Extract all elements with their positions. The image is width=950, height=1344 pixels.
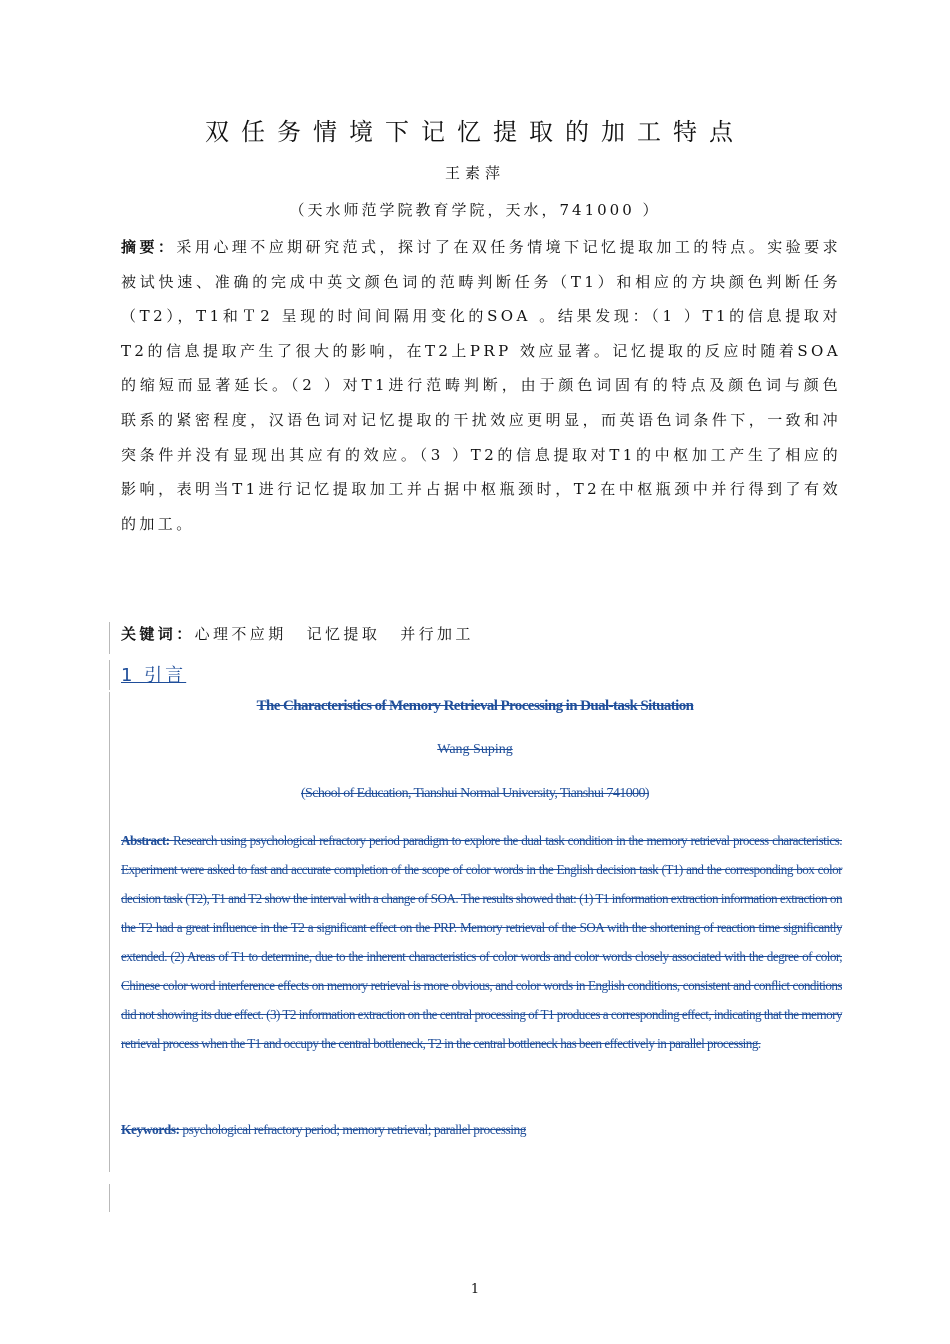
chinese-abstract bbox=[121, 230, 841, 541]
revision-change-bar bbox=[109, 660, 110, 690]
revision-change-bar bbox=[109, 692, 110, 1172]
revision-change-bar bbox=[109, 1184, 110, 1212]
english-keywords-deleted bbox=[121, 1122, 526, 1138]
paper-title: 双任务情境下记忆提取的加工特点 bbox=[205, 118, 745, 146]
english-title-deleted: The Characteristics of Memory Retrieval Processing in Dual-task Situation bbox=[256, 698, 694, 714]
english-abstract-deleted bbox=[121, 826, 842, 1058]
page-number: 1 bbox=[470, 1282, 480, 1297]
author-affiliation: （天水师范学院教育学院，天水，741000 ） bbox=[289, 201, 661, 219]
english-author-deleted: Wang Suping bbox=[437, 742, 513, 757]
english-keywords-label: Keywords: bbox=[121, 1122, 180, 1137]
english-keywords-text: psychological refractory period; memory retrieval; parallel processing bbox=[179, 1122, 526, 1137]
abstract-text: 采用心理不应期研究范式，探讨了在双任务情境下记忆提取加工的特点。实验要求被试快速、准确的完成中英文颜色词的范畴判断任务（T1）和相应的方块颜色判断任务（T2），T1和Ｔ2 呈现的时间间隔用变化的SOA 。结果发现：（1 ）T1的信息提取对T2的信息提取产生了很大的影响，在T2上PRP 效应显著。记忆提取的反应时随着SOA 的缩短而显著延长。（2 ）对T1进行范畴判断，由于颜色词固有的特点及颜色词与颜色联系的紧密程度，汉语色词对记忆提取的干扰效应更明显，而英语色词条件下，一致和冲突条件并没有显现出其应有的效应。（3 ）T2的信息提取对T1的中枢加工产生了相应的影响，表明当T1进行记忆提取加工并占据中枢瓶颈时，T2在中枢瓶颈中并行得到了有效的加工。 bbox=[121, 238, 841, 533]
keyword-item: 并行加工 bbox=[400, 625, 474, 643]
author-name: 王素萍 bbox=[444, 164, 505, 182]
english-abstract-text: Research using psychological refractory period paradigm to explore the dual task condition in the memory retrieval process characteristics. Experiment were asked to fast and accurate completion of the scope of color words in the English decision task (T1) and the corresponding box color decision task (T2), T1 and T2 show the interval with a change of SOA. The results showed that: (1) T1 information extraction information extraction on the T2 had a great influence in the T2 a significant effect on the PRP. Memory retrieval of the SOA with the shortening of reaction time significantly extended. (2) Areas of T1 to determine, due to the inherent characteristics of color words and color words closely associated with the degree of color, Chinese color word interference effects on memory retrieval is more obvious, and color words in English conditions, consistent and conflict conditions did not showing its due effect. (3) T2 information extraction on the central processing of T1 produces a corresponding effect, indicating that the memory retrieval process when the T1 and occupy the central bottleneck, T2 in the central bottleneck has been effectively in parallel processing. bbox=[121, 833, 842, 1051]
keyword-item: 心理不应期 bbox=[194, 625, 287, 643]
revision-change-bar bbox=[109, 622, 110, 654]
keywords-label: 关键词： bbox=[121, 625, 195, 643]
keyword-item: 记忆提取 bbox=[306, 625, 381, 643]
english-abstract-label: Abstract: bbox=[121, 833, 170, 848]
section-heading: 1 引言 bbox=[121, 665, 187, 686]
chinese-keywords bbox=[121, 623, 494, 644]
abstract-label: 摘要： bbox=[121, 238, 177, 256]
english-affiliation-deleted: (School of Education, Tianshui Normal University, Tianshui 741000) bbox=[301, 786, 649, 801]
